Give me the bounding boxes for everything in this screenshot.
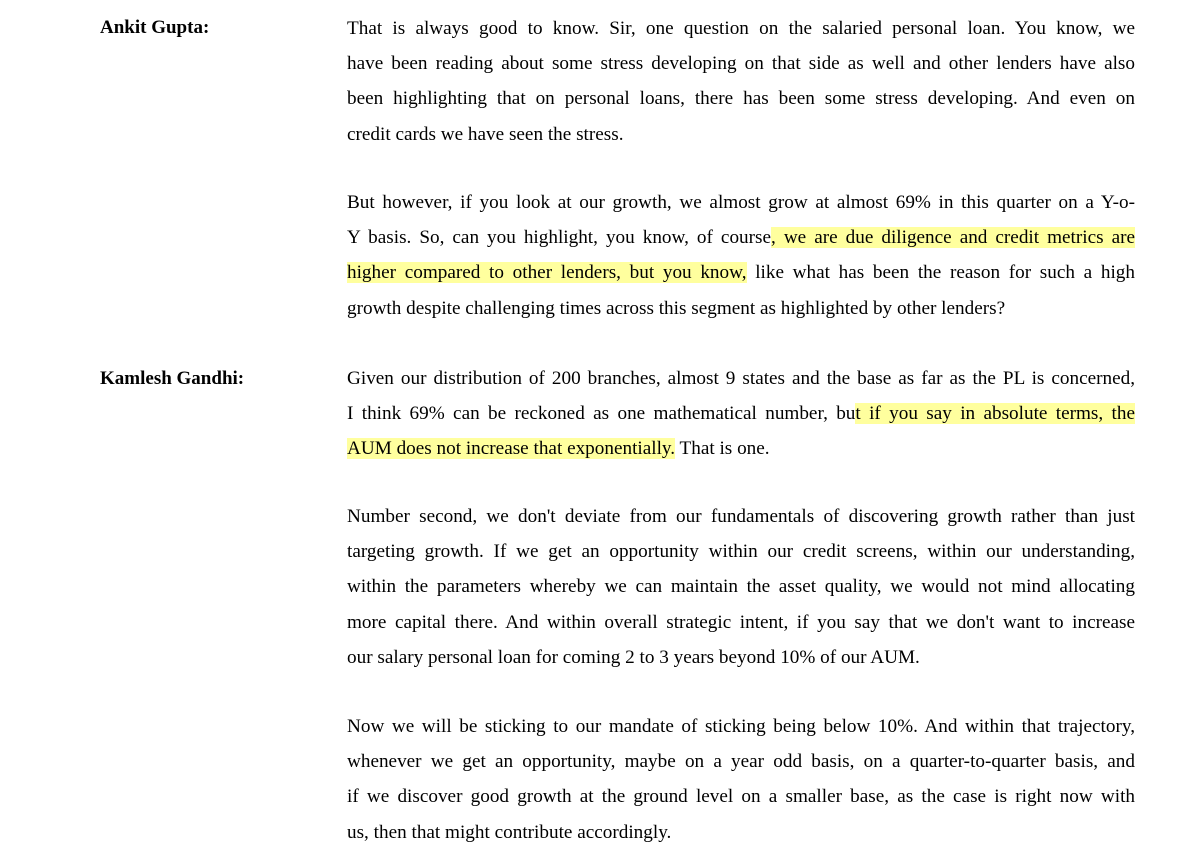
text-line (347, 431, 1135, 466)
text-line (347, 361, 1135, 396)
text-segment: been highlighting that on personal loans, there has been some stress developing. And even on (347, 88, 1135, 110)
speaker-label: Kamlesh Gandhi: (100, 368, 245, 389)
transcript-paragraph (347, 499, 1135, 675)
text-segment: more capital there. And within overall strategic intent, if you say that we don't want to increase (347, 611, 1135, 633)
text-segment: Number second, we don't deviate from our fundamentals of discovering growth rather than just (347, 506, 1135, 527)
text-segment: Now we will be sticking to our mandate of sticking being below 10%. And within that trajectory, (347, 716, 1135, 737)
text-segment: Given our distribution of 200 branches, almost 9 states and the base as far as the PL is concerned, (347, 368, 1135, 389)
text-segment: like what has been the reason for such a high (746, 262, 1135, 284)
transcript-paragraph (347, 709, 1135, 850)
text-line (347, 605, 1135, 640)
highlighted-text: higher compared to other lenders, but you know, (347, 262, 747, 284)
text-line (347, 81, 1135, 116)
transcript-paragraph (347, 185, 1135, 326)
transcript-paragraph (347, 11, 1135, 152)
text-line (347, 815, 1135, 850)
text-segment: whenever we get an opportunity, maybe on a year odd basis, on a quarter-to-quarter basis, and (347, 751, 1135, 773)
text-line (347, 640, 1135, 675)
text-segment: But however, if you look at our growth, we almost grow at almost 69% in this quarter on a Y-o- (347, 192, 1135, 213)
text-segment: growth despite challenging times across this segment as highlighted by other lenders? (347, 297, 1006, 319)
text-segment: That is one. (675, 438, 770, 460)
text-line (347, 534, 1135, 569)
text-line (347, 185, 1135, 220)
text-segment: within the parameters whereby we can maintain the asset quality, we would not mind allocating (347, 576, 1135, 598)
text-line (347, 11, 1135, 46)
text-line (347, 220, 1135, 255)
text-segment: Y basis. So, can you highlight, you know, of course (347, 227, 772, 249)
text-line (347, 291, 1135, 326)
highlighted-text: , we are due diligence and credit metrics are (771, 227, 1136, 249)
text-line (347, 117, 1135, 152)
text-segment: our salary personal loan for coming 2 to 3 years beyond 10% of our AUM. (347, 646, 920, 668)
text-segment: us, then that might contribute accordingly. (347, 821, 672, 843)
transcript-paragraph (347, 361, 1135, 467)
text-line (347, 779, 1135, 814)
text-line (347, 569, 1135, 604)
text-segment: targeting growth. If we get an opportunity within our credit screens, within our understanding, (347, 541, 1135, 563)
text-line (347, 709, 1135, 744)
text-line (347, 396, 1135, 431)
text-segment: I think 69% can be reckoned as one mathematical number, bu (347, 403, 856, 425)
highlighted-text: t if you say in absolute terms, the (855, 403, 1135, 425)
text-line (347, 499, 1135, 534)
text-segment: have been reading about some stress developing on that side as well and other lenders have also (347, 53, 1135, 75)
text-segment: credit cards we have seen the stress. (347, 123, 624, 145)
text-line (347, 46, 1135, 81)
text-line (347, 255, 1135, 290)
text-line (347, 744, 1135, 779)
text-segment: if we discover good growth at the ground level on a smaller base, as the case is right now with (347, 786, 1135, 808)
highlighted-text: AUM does not increase that exponentially. (347, 438, 676, 460)
text-segment: That is always good to know. Sir, one question on the salaried personal loan. You know, we (347, 18, 1135, 39)
speaker-label: Ankit Gupta: (100, 17, 210, 38)
